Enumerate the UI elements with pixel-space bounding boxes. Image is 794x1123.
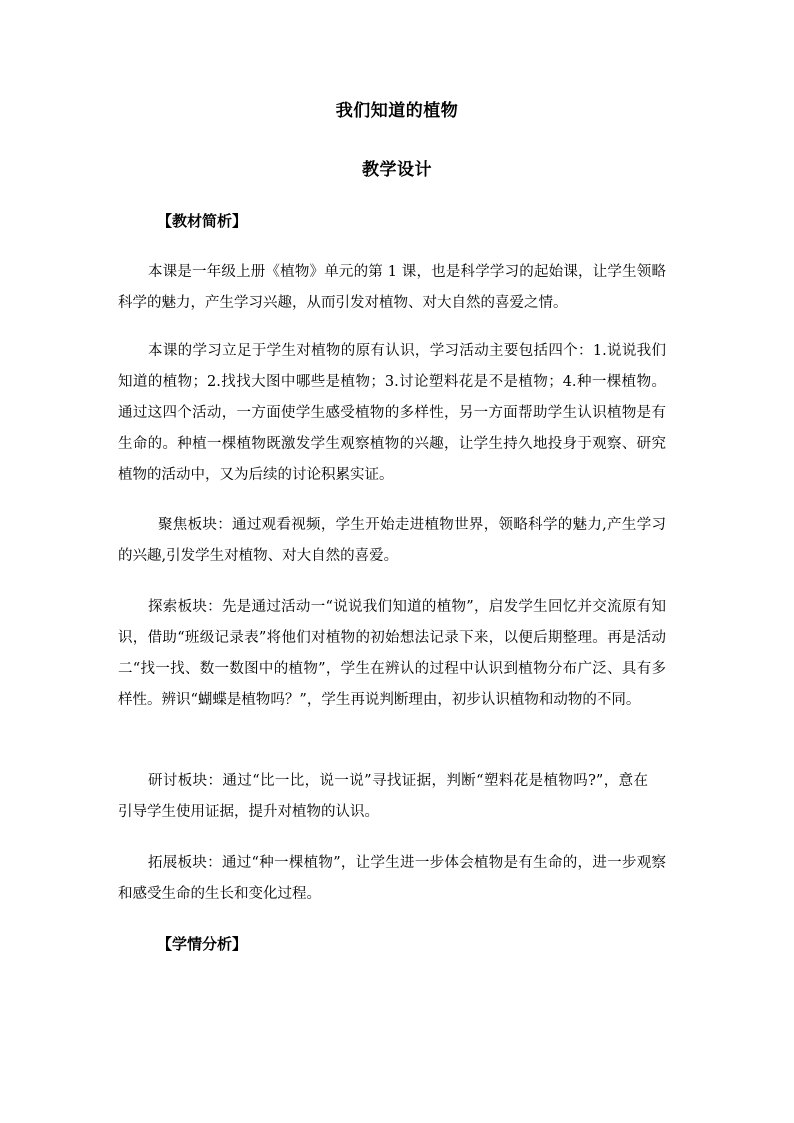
document-subtitle: 教学设计 — [362, 160, 432, 180]
paragraph-extension-section: 拓展板块：通过“种一棵植物”，让学生进一步体会植物是有生命的，进一步观察和感受生命的生长和变化过程。 — [118, 855, 666, 902]
paragraph-focus-section: 聚焦板块：通过观看视频，学生开始走进植物世界，领略科学的魅力,产生学习的兴趣,引发学生对植物、对大自然的喜爱。 — [118, 517, 666, 564]
section-heading-textbook-analysis: 【教材简析】 — [157, 212, 248, 230]
paragraph-learning-activities: 本课的学习立足于学生对植物的原有认识，学习活动主要包括四个：1.说说我们知道的植物；2.找找大图中哪些是植物；3.讨论塑料花是不是植物；4.种一棵植物。通过这四个活动，一方面使学生感受植物的多样性，另一方面帮助学生认识植物是有生命的。种植一棵植物既激发学生观察植物的兴趣，让学生持久地投身于观察、研究植物的活动中，又为后续的讨论积累实证。 — [118, 343, 666, 483]
document-title: 我们知道的植物 — [335, 101, 459, 121]
paragraph-lesson-intro: 本课是一年级上册《植物》单元的第 1 课，也是科学学习的起始课，让学生领略科学的魅力，产生学习兴趣，从而引发对植物、对大自然的喜爱之情。 — [118, 264, 666, 311]
paragraph-discussion-section: 研讨板块：通过“比一比，说一说”寻找证据，判断“塑料花是植物吗?”，意在引导学生使用证据，提升对植物的认识。 — [118, 773, 648, 820]
paragraph-explore-section: 探索板块：先是通过活动一“说说我们知道的植物”，启发学生回忆并交流原有知识，借助“班级记录表”将他们对植物的初始想法记录下来，以便后期整理。再是活动二“找一找、数一数图中的植物”，学生在辨认的过程中认识到植物分布广泛、具有多样性。辨识“蝴蝶是植物吗？”，学生再说判断理由，初步认识植物和动物的不同。 — [118, 599, 666, 708]
section-heading-student-analysis: 【学情分析】 — [157, 935, 248, 953]
